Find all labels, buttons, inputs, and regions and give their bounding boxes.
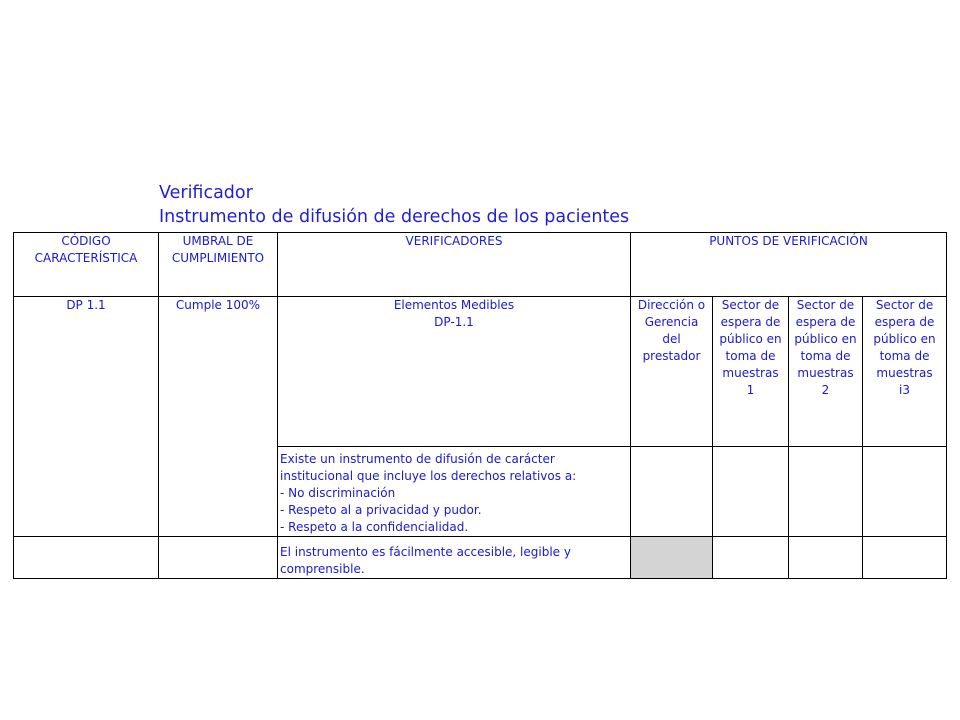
point-2-line2: espera de: [720, 315, 781, 329]
point-3-line3: público en: [794, 332, 857, 346]
header-umbral: [159, 233, 278, 297]
cell-codigo: [14, 297, 159, 537]
header-umbral-line2: CUMPLIMIENTO: [171, 251, 265, 265]
verification-table: [13, 232, 947, 579]
header-codigo-line1: CÓDIGO: [61, 234, 111, 248]
codigo-value: DP 1.1: [66, 298, 106, 312]
point-2-line5: muestras: [722, 366, 779, 380]
item-1-line2: institucional que incluye los derechos relativos a:: [280, 469, 577, 483]
heading-line-2: Instrumento de difusión de derechos de los pacientes: [159, 207, 630, 227]
point-3-line1: Sector de: [796, 298, 855, 312]
item-2-line2: comprensible.: [280, 562, 365, 576]
header-umbral-line1: UMBRAL DE: [182, 234, 254, 248]
point-direccion: [631, 297, 713, 447]
item-1-line3: - No discriminación: [280, 486, 396, 500]
header-verificadores: [278, 233, 631, 297]
point-4-line3: público en: [873, 332, 936, 346]
header-row: [14, 233, 947, 297]
cell-umbral: [159, 297, 278, 537]
point-2-line1: Sector de: [721, 298, 780, 312]
point-1-line3: del: [662, 332, 681, 346]
header-puntos: [631, 233, 947, 297]
point-4-line6: i3: [899, 383, 910, 397]
point-4-line4: toma de: [879, 349, 930, 363]
header-puntos-text: PUNTOS DE VERIFICACIÓN: [709, 234, 868, 248]
item-2-empty-umbral: [159, 537, 278, 579]
heading-line-1: Verificador: [159, 183, 253, 203]
point-3-line6: 2: [821, 383, 830, 397]
point-1-line4: prestador: [642, 349, 701, 363]
point-4-line1: Sector de: [875, 298, 934, 312]
point-4-line2: espera de: [874, 315, 935, 329]
point-4-line5: muestras: [876, 366, 933, 380]
header-codigo: [14, 233, 159, 297]
umbral-value: Cumple 100%: [175, 298, 261, 312]
item-1-check-direccion: [631, 447, 713, 537]
item-2-check-sector-2: [789, 537, 863, 579]
point-3-line5: muestras: [797, 366, 854, 380]
page-heading: [159, 181, 629, 229]
point-1-line2: Gerencia: [644, 315, 699, 329]
verificador-line2: DP-1.1: [434, 315, 474, 329]
cell-verificador: [278, 297, 631, 447]
item-1-check-sector-1: [713, 447, 789, 537]
header-codigo-line2: CARACTERÍSTICA: [34, 251, 138, 265]
item-2-check-sector-3: [863, 537, 947, 579]
verificador-line1: Elementos Medibles: [393, 298, 515, 312]
item-1-check-sector-2: [789, 447, 863, 537]
point-sector-2: [789, 297, 863, 447]
item-2-check-direccion-shaded: [631, 537, 713, 579]
point-2-line3: público en: [719, 332, 782, 346]
item-1-line1: Existe un instrumento de difusión de carácter: [280, 452, 555, 466]
point-sector-3: [863, 297, 947, 447]
point-3-line2: espera de: [795, 315, 856, 329]
item-row-2: [14, 537, 947, 579]
item-2-line1: El instrumento es fácilmente accesible, legible y: [280, 545, 571, 559]
main-row: [14, 297, 947, 447]
item-1-text-cell: [278, 447, 631, 537]
point-2-line6: 1: [746, 383, 755, 397]
item-1-check-sector-3: [863, 447, 947, 537]
header-verificadores-text: VERIFICADORES: [405, 234, 503, 248]
item-2-check-sector-1: [713, 537, 789, 579]
item-1-line5: - Respeto a la confidencialidad.: [280, 520, 469, 534]
item-2-empty-codigo: [14, 537, 159, 579]
point-2-line4: toma de: [725, 349, 776, 363]
point-1-line1: Dirección o: [637, 298, 706, 312]
point-sector-1: [713, 297, 789, 447]
point-3-line4: toma de: [800, 349, 851, 363]
item-1-line4: - Respeto al a privacidad y pudor.: [280, 503, 482, 517]
item-2-text-cell: [278, 537, 631, 579]
